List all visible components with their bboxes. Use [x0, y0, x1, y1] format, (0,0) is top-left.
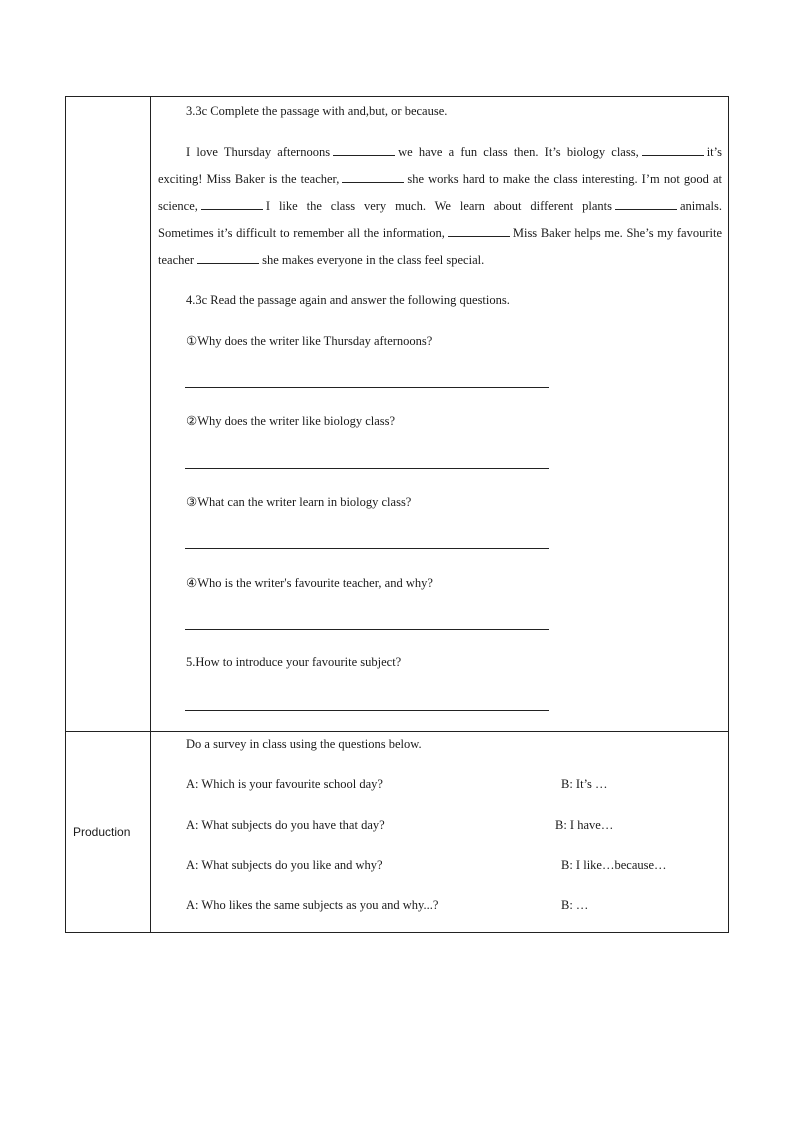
- passage: [158, 139, 722, 274]
- answer-line-3[interactable]: [185, 548, 549, 549]
- task3-title: 3.3c Complete the passage with and,but, or because.: [186, 104, 448, 118]
- production-content-cell: [151, 732, 728, 932]
- question-5: 5.How to introduce your favourite subject?: [186, 655, 402, 669]
- question-2: ②Why does the writer like biology class?: [186, 414, 396, 428]
- passage-text: she works hard to make the class interesting. I’m not good at science,: [158, 172, 722, 213]
- dialogue-b-3: B: I like…because…: [561, 858, 667, 872]
- passage-blank[interactable]: [642, 144, 704, 156]
- production-row: [66, 731, 728, 932]
- question-4: ④Who is the writer's favourite teacher, and why?: [186, 576, 433, 590]
- answer-line-5[interactable]: [185, 710, 549, 711]
- passage-blank[interactable]: [197, 252, 259, 264]
- dialogue-a-2: A: What subjects do you have that day?: [186, 818, 385, 832]
- task4-title: 4.3c Read the passage again and answer the following questions.: [186, 293, 510, 307]
- dialogue-b-4: B: …: [561, 898, 589, 912]
- dialogue-a-3: A: What subjects do you like and why?: [186, 858, 383, 872]
- passage-text: it’s exciting! Miss Baker is the teacher,: [158, 145, 722, 186]
- passage-blank[interactable]: [333, 144, 395, 156]
- passage-text: animals. Sometimes it’s difficult to remember all the information,: [158, 199, 722, 240]
- reading-row: [66, 97, 728, 731]
- reading-label-cell: [66, 97, 151, 731]
- answer-line-4[interactable]: [185, 629, 549, 630]
- dialogue-a-4: A: Who likes the same subjects as you and why...?: [186, 898, 439, 912]
- question-1: ①Why does the writer like Thursday afternoons?: [186, 334, 433, 348]
- passage-text: I love Thursday afternoons: [186, 145, 331, 159]
- dialogue-b-1: B: It’s …: [561, 777, 608, 791]
- passage-text: we have a fun class then. It’s biology class,: [398, 145, 639, 159]
- lesson-table: [65, 96, 729, 933]
- answer-line-2[interactable]: [185, 468, 549, 469]
- passage-blank[interactable]: [448, 225, 510, 237]
- answer-line-1[interactable]: [185, 387, 549, 388]
- production-label: Production: [66, 732, 151, 932]
- dialogue-b-2: B: I have…: [555, 818, 614, 832]
- question-3: ③What can the writer learn in biology class?: [186, 495, 412, 509]
- survey-instruction: Do a survey in class using the questions below.: [186, 737, 422, 751]
- passage-text: she makes everyone in the class feel special.: [262, 253, 485, 267]
- passage-blank[interactable]: [342, 171, 404, 183]
- dialogue-a-1: A: Which is your favourite school day?: [186, 777, 383, 791]
- passage-text: Miss Baker helps me. She’s my favourite teacher: [158, 226, 722, 267]
- reading-content-cell: [151, 97, 728, 731]
- passage-blank[interactable]: [615, 198, 677, 210]
- passage-blank[interactable]: [201, 198, 263, 210]
- passage-text: I like the class very much. We learn about different plants: [265, 199, 612, 213]
